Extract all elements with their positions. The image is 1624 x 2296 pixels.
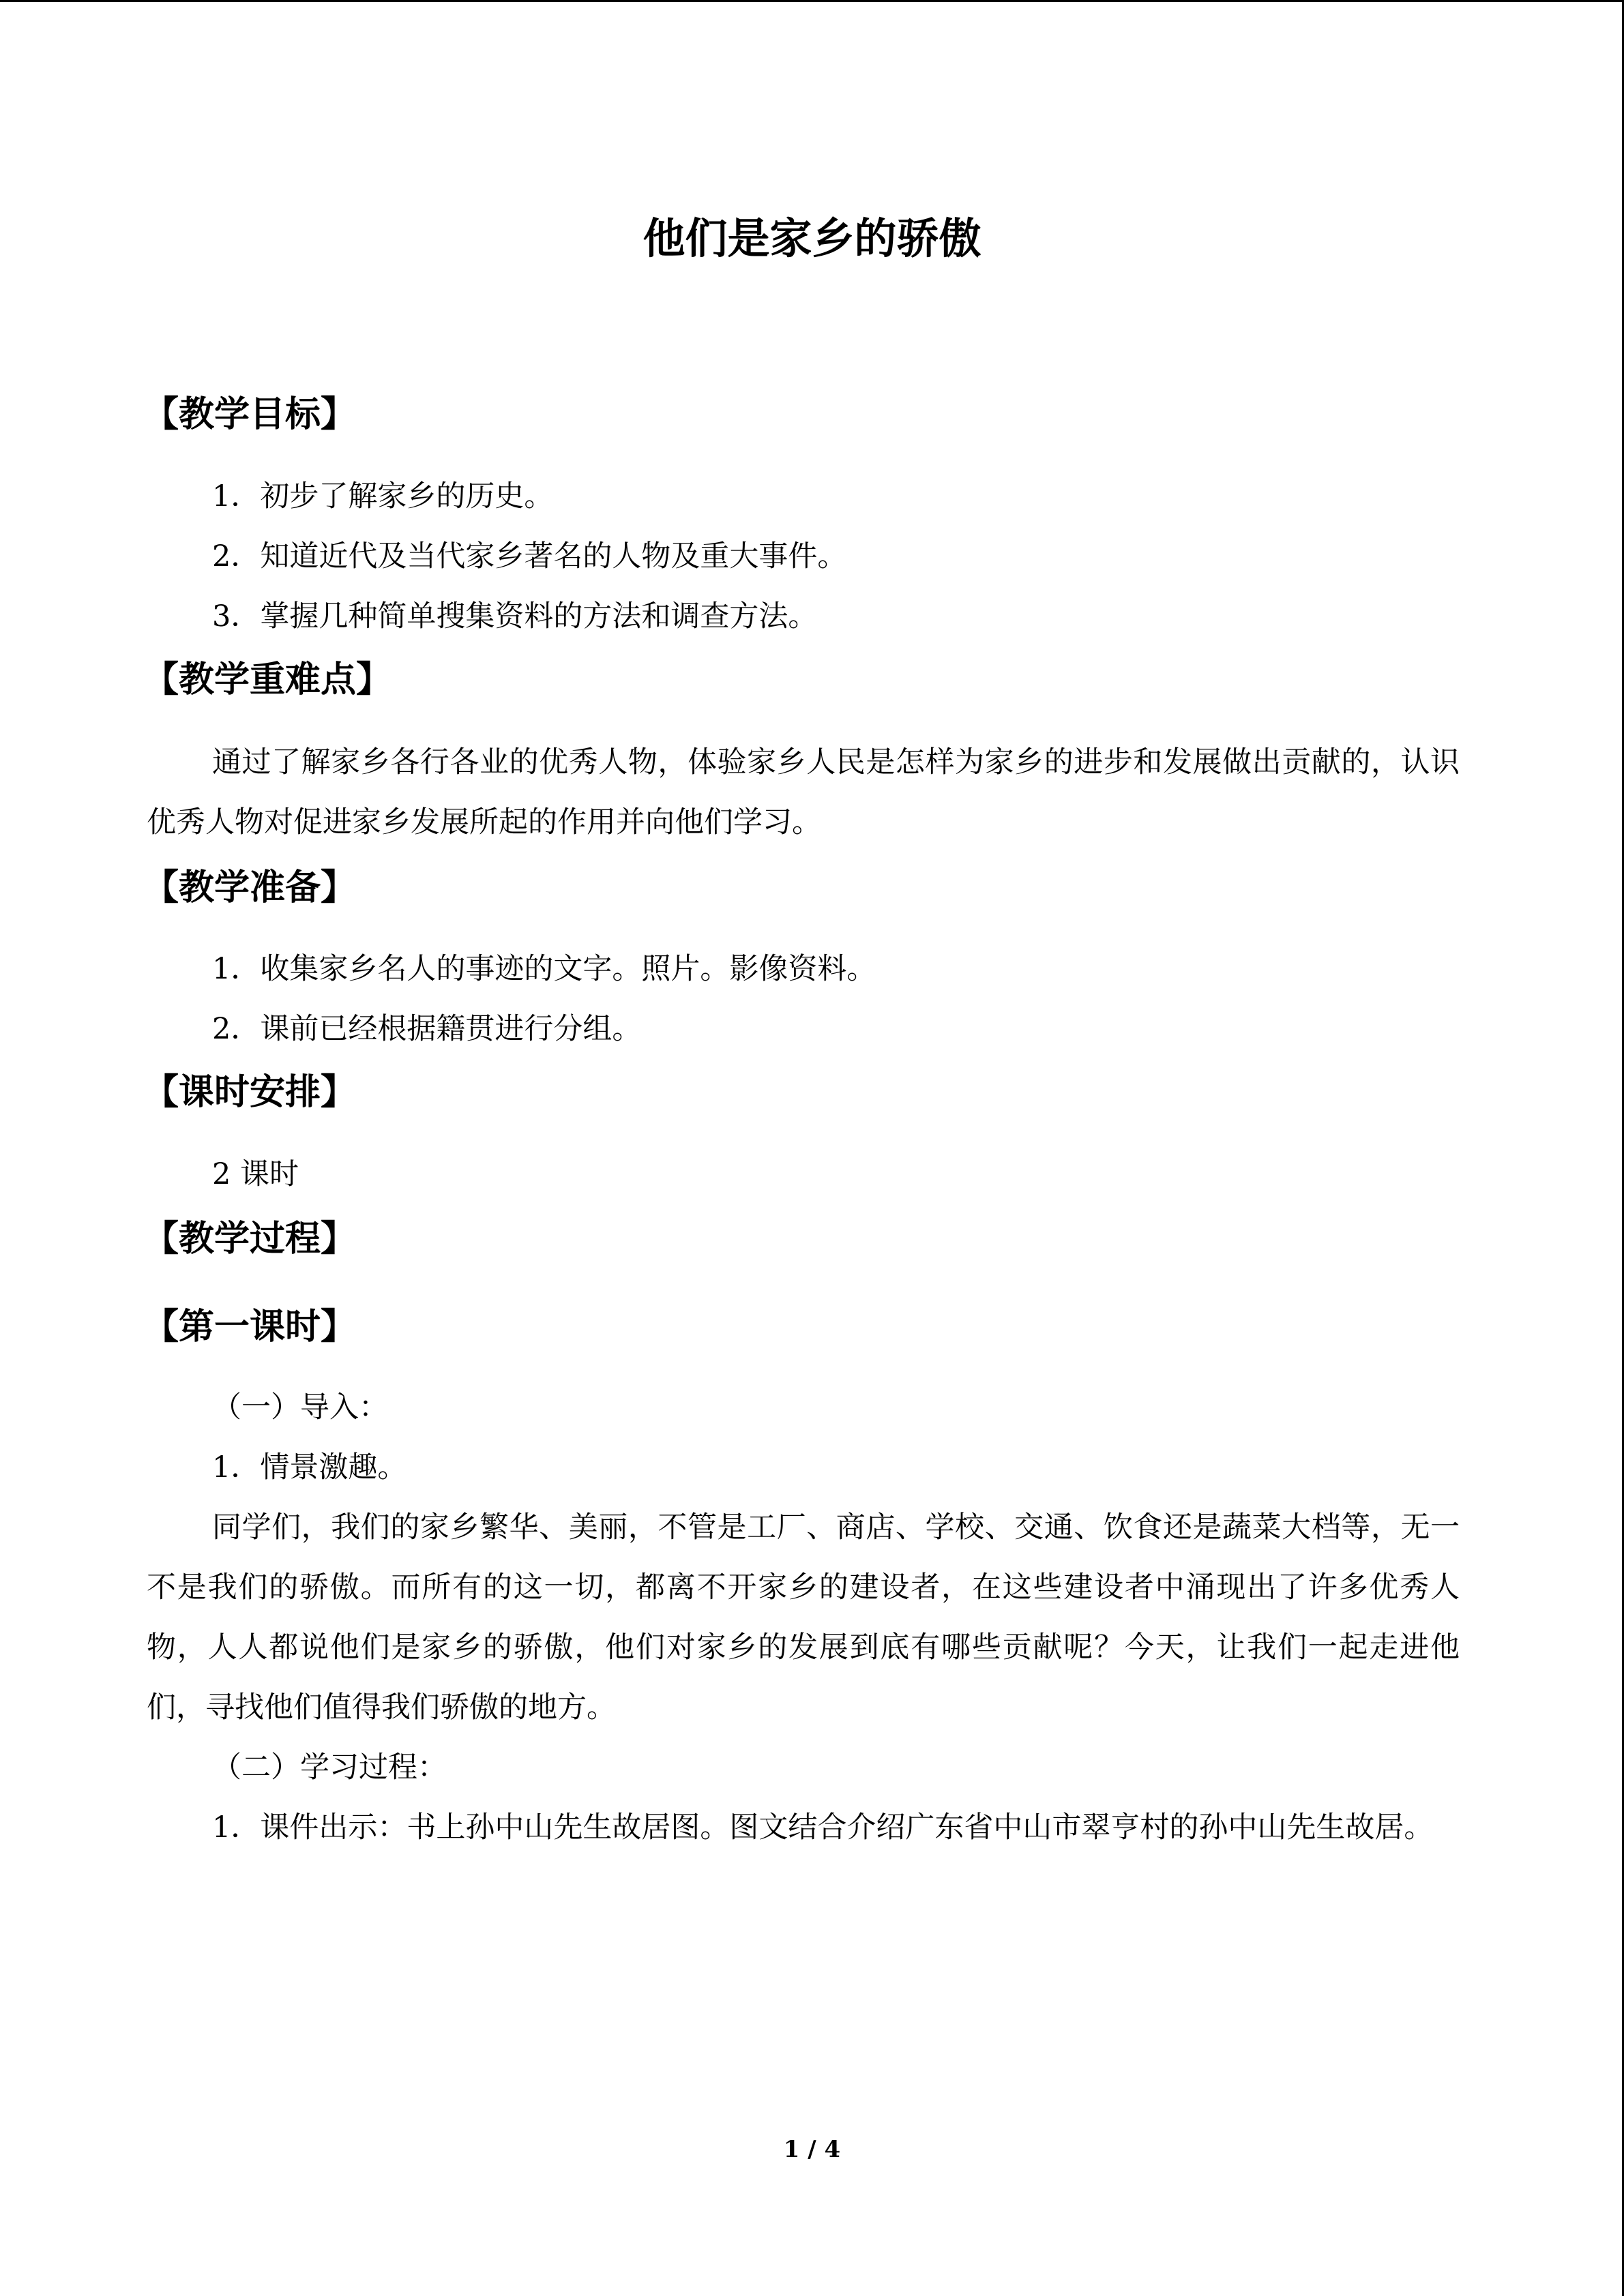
intro-item: 1．情景激趣。 <box>212 1450 407 1485</box>
heading-process: 【教学过程】 <box>143 1219 357 1259</box>
heading-first-lesson: 【第一课时】 <box>143 1307 357 1347</box>
heading-key-points: 【教学重难点】 <box>143 659 392 700</box>
intro-text: 同学们，我们的家乡繁华、美丽，不管是工厂、商店、学校、交通、饮食还是蔬菜大档等，无一不是我们的骄傲。而所有的这一切，都离不开家乡的建设者，在这些建设者中涌现出了许多优秀人物，人人都说他们是家乡的骄傲，他们对家乡的发展到底有哪些贡献呢？今天，让我们一起走进他们，寻找他们值得我们骄傲的地方。 <box>147 1510 1460 1725</box>
objective-item-3: 3．掌握几种简单搜集资料的方法和调查方法。 <box>212 599 818 633</box>
document-title: 他们是家乡的骄傲 <box>643 213 981 263</box>
preparation-item-2: 2．课前已经根据籍贯进行分组。 <box>212 1012 642 1046</box>
page-number: 1 / 4 <box>783 2136 841 2163</box>
intro-label: （一）导入： <box>212 1390 388 1425</box>
key-points-text: 通过了解家乡各行各业的优秀人物，体验家乡人民是怎样为家乡的进步和发展做出贡献的，认识优秀人物对促进家乡发展所起的作用并向他们学习。 <box>147 745 1460 839</box>
heading-preparation: 【教学准备】 <box>143 867 357 908</box>
page-border-top <box>0 0 1624 2</box>
objective-item-2: 2．知道近代及当代家乡著名的人物及重大事件。 <box>212 539 847 573</box>
heading-schedule: 【课时安排】 <box>143 1072 357 1113</box>
process-label: （二）学习过程： <box>212 1750 447 1785</box>
heading-objectives: 【教学目标】 <box>143 394 357 435</box>
process-item: 1．课件出示：书上孙中山先生故居图。图文结合介绍广东省中山市翠亨村的孙中山先生故居。 <box>212 1810 1434 1845</box>
schedule-text: 2 课时 <box>212 1157 299 1191</box>
preparation-item-1: 1．收集家乡名人的事迹的文字。照片。影像资料。 <box>212 952 876 986</box>
objective-item-1: 1．初步了解家乡的历史。 <box>212 479 554 513</box>
